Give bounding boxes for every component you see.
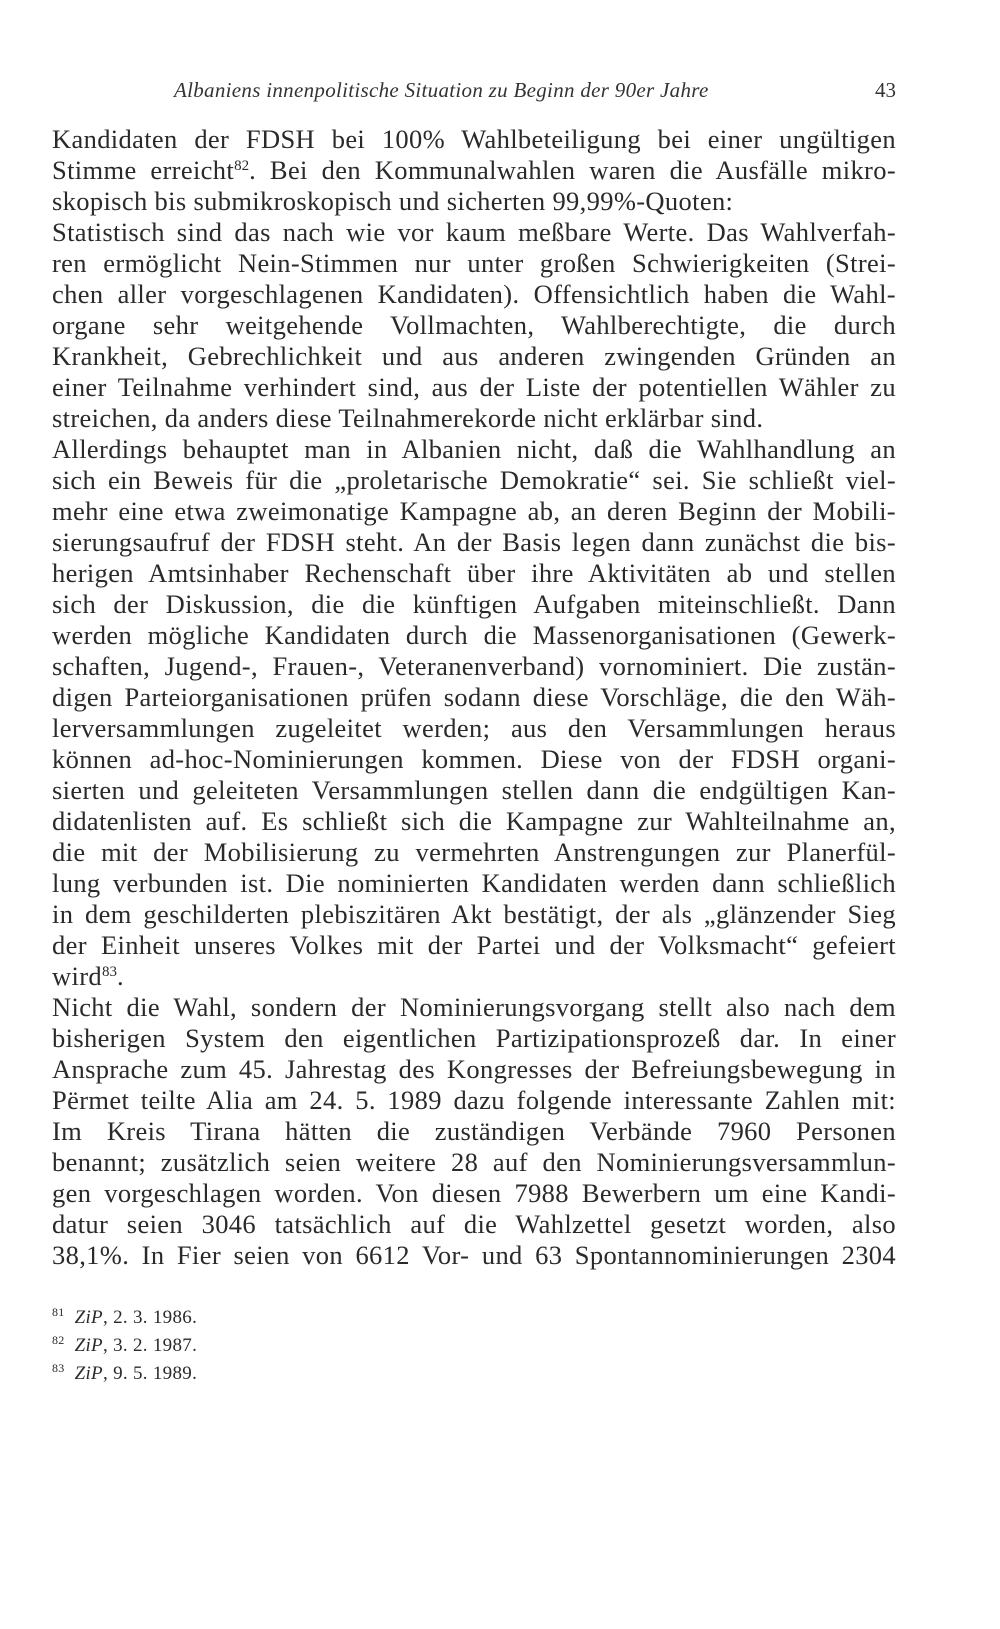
text-line <box>52 620 896 651</box>
text-run: in dem geschilderten plebiszitären Akt bestätigt, der als „glänzender Sieg <box>52 899 896 929</box>
text-run: didatenlisten auf. Es schließt sich die Kampagne zur Wahlteilnahme an, <box>52 806 896 836</box>
footnote-number: 82 <box>52 1333 65 1347</box>
footnote-date: 9. 5. 1989. <box>113 1363 198 1384</box>
text-run: . Bei den Kommunalwahlen waren die Ausfälle mikro- <box>249 155 896 185</box>
text-line <box>52 1147 896 1178</box>
text-line <box>52 186 896 217</box>
text-line <box>52 1116 896 1147</box>
text-line <box>52 806 896 837</box>
text-line <box>52 1178 896 1209</box>
text-run: 38,1%. In Fier seien von 6612 Vor- und 63 Spontannominierungen 2304 <box>52 1240 896 1270</box>
text-run: Përmet teilte Alia am 24. 5. 1989 dazu folgende interessante Zahlen mit: <box>52 1085 896 1115</box>
text-run: mehr eine etwa zweimonatige Kampagne ab, an deren Beginn der Mobili- <box>52 496 896 526</box>
text-line <box>52 279 896 310</box>
text-line <box>52 682 896 713</box>
page-header <box>52 78 896 108</box>
text-run: einer Teilnahme verhindert sind, aus der Liste der potentiellen Wähler zu <box>52 372 896 402</box>
text-run: sierungsaufruf der FDSH steht. An der Basis legen dann zunächst die bis- <box>52 527 896 557</box>
text-line <box>52 837 896 868</box>
footnote-source: ZiP <box>74 1307 103 1328</box>
text-run: datur seien 3046 tatsächlich auf die Wahlzettel gesetzt worden, also <box>52 1209 896 1239</box>
text-run: bisherigen System den eigentlichen Partizipationsprozeß dar. In einer <box>52 1023 896 1053</box>
text-run: Ansprache zum 45. Jahrestag des Kongresses der Befreiungsbewegung in <box>52 1054 896 1084</box>
text-line <box>52 1054 896 1085</box>
text-run: schaften, Jugend-, Frauen-, Veteranenverband) vornominiert. Die zustän- <box>52 651 896 681</box>
text-run: die mit der Mobilisierung zu vermehrten Anstrengungen zur Planerfül- <box>52 837 896 867</box>
text-run: sich ein Beweis für die „proletarische Demokratie“ sei. Sie schließt viel- <box>52 465 896 495</box>
page-number: 43 <box>875 78 896 102</box>
text-run: Im Kreis Tirana hätten die zuständigen Verbände 7960 Personen <box>52 1116 896 1146</box>
text-run: chen aller vorgeschlagenen Kandidaten). Offensichtlich haben die Wahl- <box>52 279 896 309</box>
text-line <box>52 124 896 155</box>
running-title: Albaniens innenpolitische Situation zu Beginn der 90er Jahre <box>174 78 709 102</box>
text-line <box>52 1085 896 1116</box>
footnote-separator: , <box>102 1363 114 1384</box>
text-line <box>52 961 896 992</box>
text-run: gen vorgeschlagen worden. Von diesen 7988 Bewerbern um eine Kandi- <box>52 1178 896 1208</box>
text-run: sich der Diskussion, die die künftigen Aufgaben miteinschließt. Dann <box>52 589 896 619</box>
text-line <box>52 899 896 930</box>
footnote-reference: 83 <box>101 964 117 980</box>
text-run: streichen, da anders diese Teilnahmerekorde nicht erklärbar sind. <box>52 403 764 433</box>
footnote-source: ZiP <box>74 1335 103 1356</box>
footnote <box>52 1304 652 1332</box>
footnote <box>52 1360 652 1388</box>
text-run: skopisch bis submikroskopisch und sicherten 99,99%-Quoten: <box>52 186 734 216</box>
footnote-separator: , <box>102 1335 114 1356</box>
text-line <box>52 1023 896 1054</box>
footnote-number: 83 <box>52 1361 65 1375</box>
text-run: Allerdings behauptet man in Albanien nicht, daß die Wahlhandlung an <box>52 434 896 464</box>
text-run: ren ermöglicht Nein-Stimmen nur unter großen Schwierigkeiten (Strei- <box>52 248 896 278</box>
text-line <box>52 217 896 248</box>
footnote-number: 81 <box>52 1305 65 1319</box>
text-run: Nicht die Wahl, sondern der Nominierungsvorgang stellt also nach dem <box>52 992 896 1022</box>
text-line <box>52 465 896 496</box>
text-line <box>52 372 896 403</box>
text-run: wird <box>52 961 102 991</box>
footnote-separator: , <box>102 1307 114 1328</box>
text-run: lung verbunden ist. Die nominierten Kandidaten werden dann schließlich <box>52 868 896 898</box>
text-run: organe sehr weitgehende Vollmachten, Wahlberechtigte, die durch <box>52 310 896 340</box>
text-line <box>52 496 896 527</box>
body-text <box>52 124 896 1271</box>
text-run: lerversammlungen zugeleitet werden; aus den Versammlungen heraus <box>52 713 896 743</box>
text-line <box>52 868 896 899</box>
text-line <box>52 155 896 186</box>
text-line <box>52 527 896 558</box>
text-run: können ad-hoc-Nominierungen kommen. Diese von der FDSH organi- <box>52 744 896 774</box>
footnote-reference: 82 <box>234 158 250 174</box>
text-run: sierten und geleiteten Versammlungen stellen dann die endgültigen Kan- <box>52 775 896 805</box>
footnote-date: 2. 3. 1986. <box>113 1307 198 1328</box>
text-run: digen Parteiorganisationen prüfen sodann diese Vorschläge, die den Wäh- <box>52 682 896 712</box>
text-line <box>52 713 896 744</box>
text-line <box>52 651 896 682</box>
text-line <box>52 403 896 434</box>
footnote <box>52 1332 652 1360</box>
text-run: werden mögliche Kandidaten durch die Massenorganisationen (Gewerk- <box>52 620 896 650</box>
text-run: . <box>116 961 124 991</box>
text-line <box>52 248 896 279</box>
text-line <box>52 775 896 806</box>
footnote-date: 3. 2. 1987. <box>113 1335 198 1356</box>
text-run: Statistisch sind das nach wie vor kaum meßbare Werte. Das Wahlverfah- <box>52 217 896 247</box>
footnotes <box>52 1304 652 1388</box>
text-line <box>52 930 896 961</box>
text-line <box>52 434 896 465</box>
text-line <box>52 310 896 341</box>
text-line <box>52 589 896 620</box>
text-line <box>52 1209 896 1240</box>
text-run: herigen Amtsinhaber Rechenschaft über ihre Aktivitäten ab und stellen <box>52 558 896 588</box>
footnote-source: ZiP <box>74 1363 103 1384</box>
text-line <box>52 992 896 1023</box>
text-run: benannt; zusätzlich seien weitere 28 auf den Nominierungsversammlun- <box>52 1147 896 1177</box>
text-line <box>52 744 896 775</box>
text-run: Kandidaten der FDSH bei 100% Wahlbeteiligung bei einer ungültigen <box>52 124 896 154</box>
text-run: Stimme erreicht <box>52 155 235 185</box>
text-line <box>52 341 896 372</box>
text-line <box>52 558 896 589</box>
text-run: Krankheit, Gebrechlichkeit und aus anderen zwingenden Gründen an <box>52 341 896 371</box>
text-run: der Einheit unseres Volkes mit der Partei und der Volksmacht“ gefeiert <box>52 930 896 960</box>
text-line <box>52 1240 896 1271</box>
